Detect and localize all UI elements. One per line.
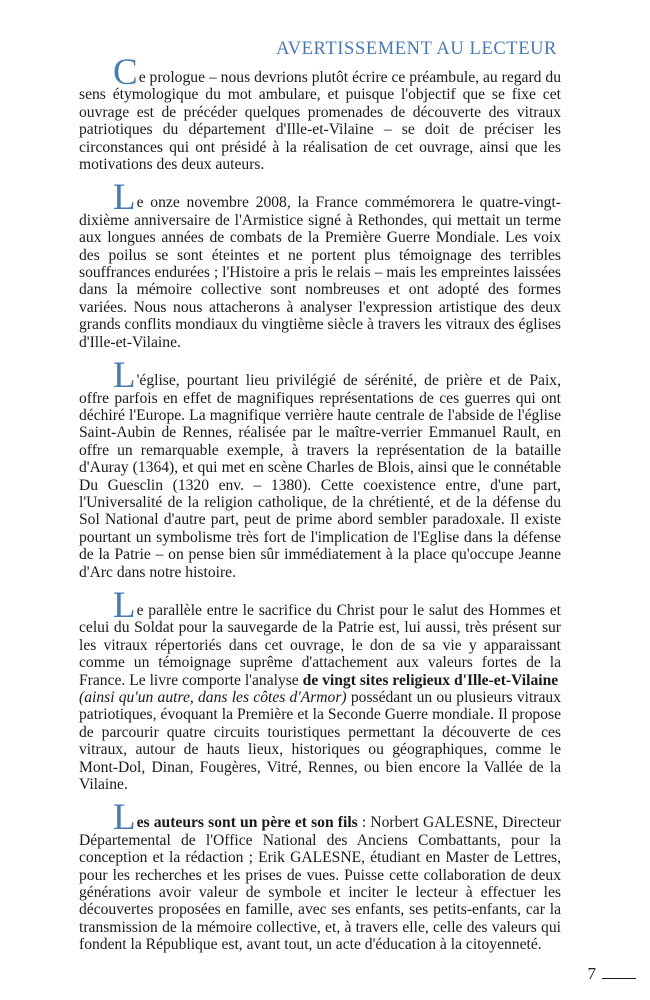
drop-cap: L: [113, 355, 136, 397]
paragraph-text: e onze novembre 2008, la France commémorera le quatre-vingt-dixième anniversaire de l'Armistice signé à Rethondes, qui mettait un terme aux longues années de combats de la Première Guerre Mondiale. Les voix des poilus se sont éteintes et ne portent plus témoignage des terribles souffrances endurées ; l'Histoire a pris le relais – mais les empreintes laissées dans la mémoire collective sont nombreuses et ont adopté des formes variées. Nous nous attacherons à analyser l'expression artistique des deux grands conflits mondiaux du vingtième siècle à travers les vitraux des églises d'Ille-et-Vilaine.: [79, 194, 561, 351]
drop-cap: L: [113, 797, 136, 839]
page-number: 7: [587, 964, 596, 983]
paragraph-text: possédant un ou plusieurs vitraux patriotiques, évoquant la Première et la Seconde Guerre mondiale. Il propose de parcourir quatre circuits touristiques permettant la découverte de ces vitraux, autour de hauts lieux, historiques ou géographiques, comme le Mont-Dol, Dinan, Fougères, Vitré, Rennes, ou bien encore la Vallée de la Vilaine.: [79, 689, 561, 794]
paragraph-armistice: [79, 177, 561, 351]
paragraph-text: e prologue – nous devrions plutôt écrire ce préambule, au regard du sens étymologique du mot ambulare, et puisque l'objectif que se fixe cet ouvrage est de précéder quelques promenades de découverte des vitraux patriotiques du département d'Ille-et-Vilaine – se doit de préciser les circonstances qui ont présidé à la réalisation de cet ouvrage, ainsi que les motivations des deux auteurs.: [79, 69, 561, 174]
bold-phrase: de vingt sites religieux d'Ille-et-Vilaine: [302, 671, 559, 689]
paragraph-text: : Norbert GALESNE, Directeur Départemental de l'Office National des Anciens Combattants, pour la conception et la rédaction ; Erik GALESNE, étudiant en Master de Lettres, pour les recherches et les prises de vues. Puisse cette collaboration de deux générations avoir valeur de symbole et inciter le lecteur à effectuer les découvertes proposées en famille, avec ses enfants, ses petits-enfants, car la transmission de la mémoire collective, et, à travers elle, celle des valeurs qui fondent la République est, avant tout, un acte d'éducation à la citoyenneté.: [79, 814, 561, 954]
drop-cap: L: [113, 584, 136, 626]
paragraph-text: 'église, pourtant lieu privilégié de sérénité, de prière et de Paix, offre parfois en effet de magnifiques représentations de ces guerres qui ont déchiré l'Europe. La magnifique verrière haute centrale de l'abside de l'église Saint-Aubin de Rennes, réalisée par le maître-verrier Emmanuel Rault, en offre un remarquable exemple, à travers la représentation de la bataille d'Auray (1364), et qui met en scène Charles de Blois, ainsi que le connétable Du Guesclin (1320 env. – 1380). Cette coexistence entre, d'une part, l'Universalité de la religion catholique, de la chrétienté, et de la défense du Sol National d'autre part, peut de prime abord sembler paradoxale. Il existe pourtant un symbolisme très fort de l'implication de l'Eglise dans la défense de la Patrie – on pense bien sûr immédiatement à la place qu'occupe Jeanne d'Arc dans notre histoire.: [79, 372, 561, 581]
drop-cap: C: [113, 52, 138, 93]
paragraph-auteurs: [79, 797, 561, 954]
drop-cap: L: [113, 177, 136, 219]
page-number-rule: [602, 978, 636, 979]
paragraph-text: e parallèle entre le sacrifice du Christ pour le salut des Hommes et celui du Soldat pour la sauvegarde de la Patrie est, lui aussi, très présent sur les vitraux répertoriés dans cet ouvrage, le don de sa vie y apparaissant comme un témoignage suprême d'attachement aux valeurs fortes de la France. Le livre comporte l'analyse: [79, 601, 561, 689]
body-text: [79, 52, 561, 970]
paragraph-prologue: [79, 52, 561, 174]
page-title: AVERTISSEMENT AU LECTEUR: [276, 39, 557, 59]
italic-aside: (ainsi qu'un autre, dans les côtes d'Armor): [79, 689, 347, 706]
page-footer: [588, 965, 637, 983]
paragraph-eglise: [79, 355, 561, 581]
bold-phrase: es auteurs sont un père et son fils: [136, 814, 358, 832]
paragraph-parallele: [79, 584, 561, 794]
